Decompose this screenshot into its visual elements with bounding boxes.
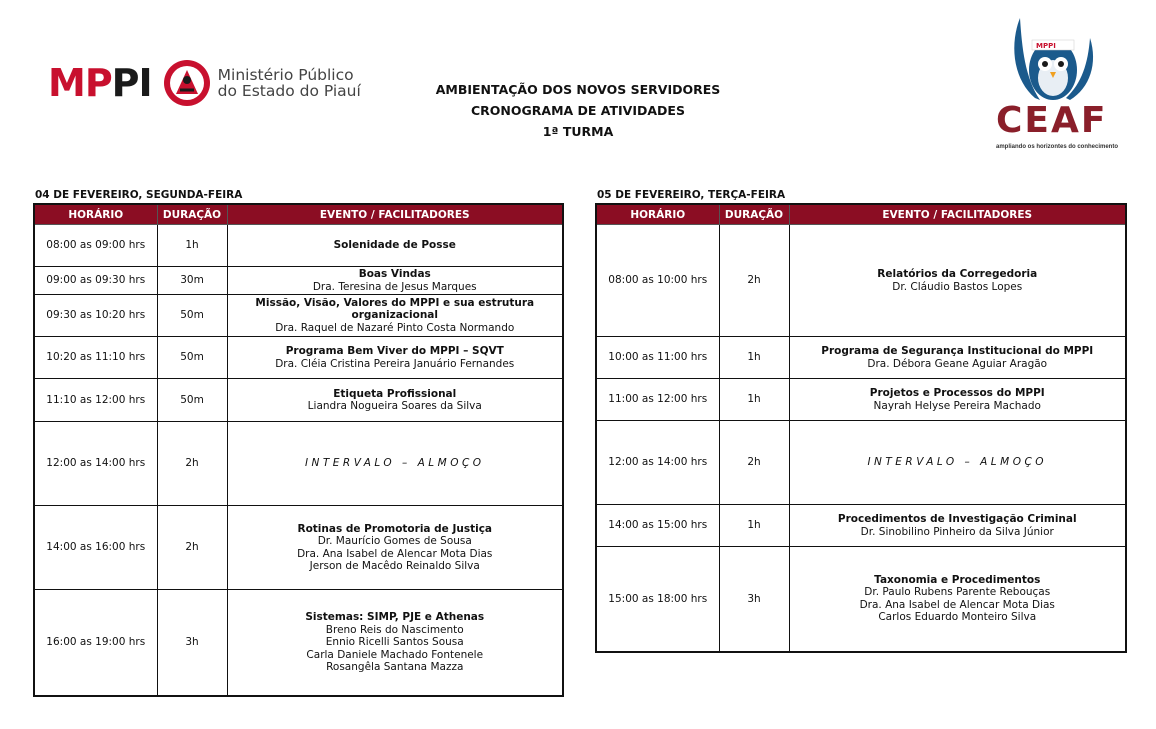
table-row (34, 267, 563, 295)
mppi-org-name: Ministério Público do Estado do Piauí (217, 66, 361, 100)
facilitator: Dr. Maurício Gomes de Sousa (317, 535, 472, 547)
lunch-break-label: INTERVALO – ALMOÇO (304, 457, 485, 470)
event-cell (227, 422, 563, 506)
table-row (596, 421, 1126, 505)
event-title: Etiqueta Profissional (333, 387, 457, 400)
time-cell: 14:00 as 16:00 hrs (34, 506, 157, 590)
duration-cell: 1h (719, 505, 789, 547)
svg-text:MPPI: MPPI (1036, 42, 1056, 50)
facilitator: Nayrah Helyse Pereira Machado (873, 399, 1041, 412)
lunch-break-label: INTERVALO – ALMOÇO (867, 456, 1048, 469)
duration-cell: 50m (157, 295, 227, 337)
event-title: Procedimentos de Investigação Criminal (837, 513, 1077, 525)
facilitator: Ennio Ricelli Santos Sousa (325, 636, 464, 648)
facilitator: Dr. Cláudio Bastos Lopes (892, 280, 1023, 293)
title-line-2: CRONOGRAMA DE ATIVIDADES (471, 103, 685, 118)
table-row (34, 337, 563, 379)
facilitator: Rosangêla Santana Mazza (326, 661, 464, 673)
time-cell: 09:30 as 10:20 hrs (34, 295, 157, 337)
event-cell (789, 421, 1126, 505)
title-line-1: AMBIENTAÇÃO DOS NOVOS SERVIDORES (435, 82, 721, 97)
facilitator: Dra. Teresina de Jesus Marques (312, 280, 477, 293)
time-cell: 15:00 as 18:00 hrs (596, 547, 719, 652)
event-cell (789, 547, 1126, 652)
event-cell (227, 590, 563, 696)
event-title: Relatórios da Corregedoria (877, 268, 1038, 280)
event-cell (227, 506, 563, 590)
time-cell: 08:00 as 10:00 hrs (596, 225, 719, 337)
event-title: Missão, Visão, Valores do MPPI e sua estrutura organizacional (255, 296, 535, 322)
table-row (596, 337, 1126, 379)
day-title: 05 DE FEVEREIRO, TERÇA-FEIRA (597, 189, 786, 201)
event-title: Taxonomia e Procedimentos (874, 573, 1041, 586)
mppi-logo (48, 58, 361, 108)
day-title: 04 DE FEVEREIRO, SEGUNDA-FEIRA (35, 189, 243, 201)
duration-cell: 50m (157, 379, 227, 422)
event-title: Rotinas de Promotoria de Justiça (297, 522, 493, 535)
table-row (596, 547, 1126, 652)
event-cell (227, 379, 563, 422)
mppi-emblem-icon (162, 58, 212, 108)
title-line-3: 1ª TURMA (542, 124, 614, 139)
duration-cell: 2h (719, 225, 789, 337)
facilitator: Carla Daniele Machado Fontenele (306, 648, 484, 661)
facilitator: Dra. Débora Geane Aguiar Aragão (867, 357, 1048, 370)
event-cell (789, 337, 1126, 379)
event-title: Programa Bem Viver do MPPI – SQVT (285, 345, 504, 357)
duration-cell: 30m (157, 267, 227, 295)
duration-cell: 1h (157, 225, 227, 267)
event-cell (789, 225, 1126, 337)
time-cell: 08:00 as 09:00 hrs (34, 225, 157, 267)
table-row (34, 379, 563, 422)
time-cell: 12:00 as 14:00 hrs (34, 422, 157, 506)
table-row (34, 225, 563, 267)
duration-cell: 2h (719, 421, 789, 505)
mppi-wordmark: MPPI (48, 61, 152, 105)
time-cell: 14:00 as 15:00 hrs (596, 505, 719, 547)
facilitator: Breno Reis do Nascimento (325, 623, 464, 636)
column-header: EVENTO / FACILITADORES (789, 204, 1126, 225)
table-row (596, 505, 1126, 547)
time-cell: 10:00 as 11:00 hrs (596, 337, 719, 379)
facilitator: Dr. Sinobilino Pinheiro da Silva Júnior (860, 525, 1054, 538)
time-cell: 10:20 as 11:10 hrs (34, 337, 157, 379)
event-cell (789, 505, 1126, 547)
facilitator: Liandra Nogueira Soares da Silva (307, 400, 482, 412)
duration-cell: 50m (157, 337, 227, 379)
event-title: Projetos e Processos do MPPI (869, 387, 1045, 399)
table-row (34, 295, 563, 337)
facilitator: Dra. Ana Isabel de Alencar Mota Dias (297, 547, 493, 560)
time-cell: 12:00 as 14:00 hrs (596, 421, 719, 505)
facilitator: Jerson de Macêdo Reinaldo Silva (309, 560, 480, 572)
duration-cell: 2h (157, 506, 227, 590)
facilitator: Dr. Paulo Rubens Parente Rebouças (864, 586, 1051, 599)
event-cell (227, 295, 563, 337)
table-row (596, 225, 1126, 337)
facilitator: Dra. Ana Isabel de Alencar Mota Dias (859, 598, 1055, 611)
day-block-1 (33, 187, 564, 697)
schedule-table (595, 203, 1127, 653)
event-cell (789, 379, 1126, 421)
document-title (350, 79, 806, 142)
schedule-table (33, 203, 564, 697)
column-header: DURAÇÃO (719, 204, 789, 225)
ceaf-tagline: ampliando os horizontes do conhecimento (996, 144, 1119, 150)
column-header: EVENTO / FACILITADORES (227, 204, 563, 225)
facilitator: Dra. Cléia Cristina Pereira Januário Fernandes (275, 357, 515, 370)
time-cell: 16:00 as 19:00 hrs (34, 590, 157, 696)
event-cell (227, 225, 563, 267)
event-cell (227, 337, 563, 379)
facilitator: Carlos Eduardo Monteiro Silva (878, 611, 1037, 624)
event-title: Solenidade de Posse (333, 239, 456, 252)
column-header: HORÁRIO (34, 204, 157, 225)
event-cell (227, 267, 563, 295)
duration-cell: 3h (157, 590, 227, 696)
time-cell: 09:00 as 09:30 hrs (34, 267, 157, 295)
column-header: HORÁRIO (596, 204, 719, 225)
duration-cell: 1h (719, 337, 789, 379)
duration-cell: 3h (719, 547, 789, 652)
table-header-row (596, 204, 1126, 225)
table-row (34, 590, 563, 696)
time-cell: 11:10 as 12:00 hrs (34, 379, 157, 422)
event-title: Programa de Segurança Institucional do MPPI (821, 345, 1094, 357)
table-header-row (34, 204, 563, 225)
event-title: Sistemas: SIMP, PJE e Athenas (305, 611, 485, 623)
table-row (34, 506, 563, 590)
table-row (596, 379, 1126, 421)
time-cell: 11:00 as 12:00 hrs (596, 379, 719, 421)
duration-cell: 1h (719, 379, 789, 421)
ceaf-wordmark: CEAF (996, 100, 1108, 141)
column-header: DURAÇÃO (157, 204, 227, 225)
duration-cell: 2h (157, 422, 227, 506)
facilitator: Dra. Raquel de Nazaré Pinto Costa Normando (275, 321, 515, 334)
day-block-2 (595, 187, 1127, 653)
table-row (34, 422, 563, 506)
event-title: Boas Vindas (358, 268, 431, 280)
